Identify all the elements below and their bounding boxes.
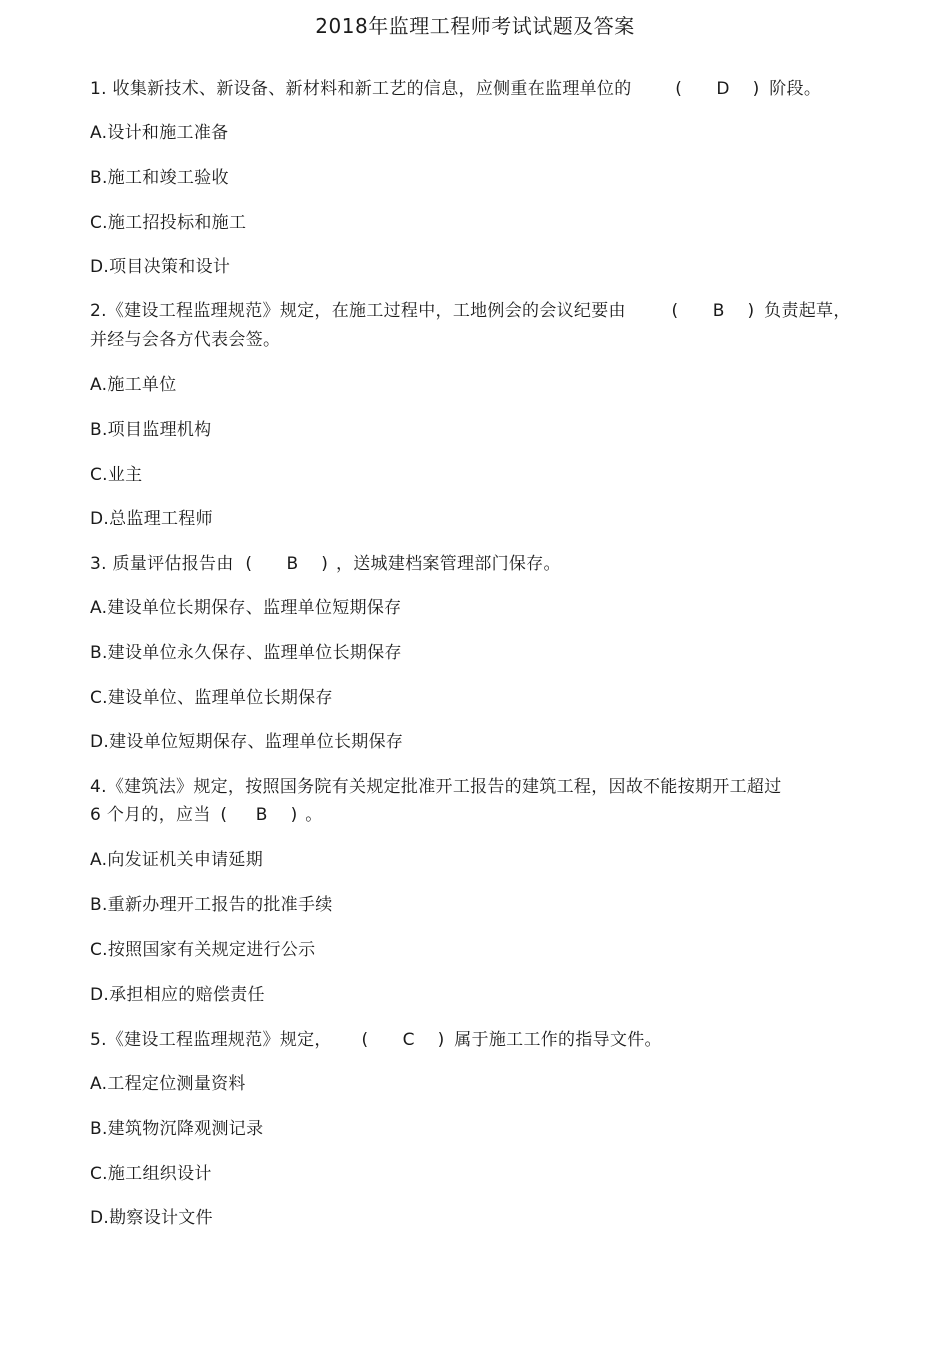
- question-text: 6 个月的，应当: [90, 805, 211, 825]
- question-text: 1. 收集新技术、新设备、新材料和新工艺的信息，应侧重在监理单位的: [90, 79, 632, 99]
- question-text: 2.《建设工程监理规范》规定，在施工过程中，工地例会的会议纪要由: [90, 301, 626, 321]
- option-c: C.施工招投标和施工: [90, 213, 247, 233]
- option-c: C.业主: [90, 465, 143, 485]
- option-a: A.建设单位长期保存、监理单位短期保存: [90, 598, 402, 618]
- question-stem: [90, 297, 851, 325]
- option-d: D.建设单位短期保存、监理单位长期保存: [90, 732, 404, 752]
- question-text-tail: 。: [305, 805, 323, 825]
- option-a: A.设计和施工准备: [90, 123, 229, 143]
- question-text-tail: 负责起草，: [764, 301, 851, 321]
- question-stem-continued: 并经与会各方代表会签。: [90, 330, 281, 350]
- option-b: B.重新办理开工报告的批准手续: [90, 895, 333, 915]
- document-title: 2018年监理工程师考试试题及答案: [315, 14, 635, 38]
- option-b: B.施工和竣工验收: [90, 168, 229, 188]
- option-c: C.建设单位、监理单位长期保存: [90, 688, 333, 708]
- answer-blank: ( B ): [245, 554, 329, 574]
- question-stem-continued: [90, 801, 323, 829]
- option-a: A.向发证机关申请延期: [90, 850, 264, 870]
- option-c: C.按照国家有关规定进行公示: [90, 940, 316, 960]
- option-b: B.建设单位永久保存、监理单位长期保存: [90, 643, 402, 663]
- answer-blank: ( B ): [671, 301, 755, 321]
- question-text: 3. 质量评估报告由: [90, 554, 234, 574]
- question-text-tail: 属于施工工作的指导文件。: [454, 1030, 662, 1050]
- option-c: C.施工组织设计: [90, 1164, 212, 1184]
- option-d: D.承担相应的赔偿责任: [90, 985, 265, 1005]
- option-a: A.施工单位: [90, 375, 177, 395]
- question-text: 5.《建设工程监理规范》规定，: [90, 1030, 332, 1050]
- option-d: D.项目决策和设计: [90, 257, 231, 277]
- option-d: D.总监理工程师: [90, 509, 213, 529]
- option-d: D.勘察设计文件: [90, 1208, 213, 1228]
- answer-blank: ( B ): [220, 805, 298, 825]
- option-a: A.工程定位测量资料: [90, 1074, 246, 1094]
- option-b: B.项目监理机构: [90, 420, 212, 440]
- question-stem: 4.《建筑法》规定，按照国务院有关规定批准开工报告的建筑工程，因故不能按期开工超过: [90, 777, 782, 797]
- question-stem: [90, 75, 821, 103]
- question-stem: [90, 1026, 662, 1054]
- question-text-tail: ，送城建档案管理部门保存。: [335, 554, 561, 574]
- option-b: B.建筑物沉降观测记录: [90, 1119, 264, 1139]
- question-stem: [90, 550, 561, 578]
- answer-blank: ( D ): [675, 79, 760, 99]
- answer-blank: ( C ): [361, 1030, 445, 1050]
- question-text-tail: 阶段。: [769, 79, 822, 99]
